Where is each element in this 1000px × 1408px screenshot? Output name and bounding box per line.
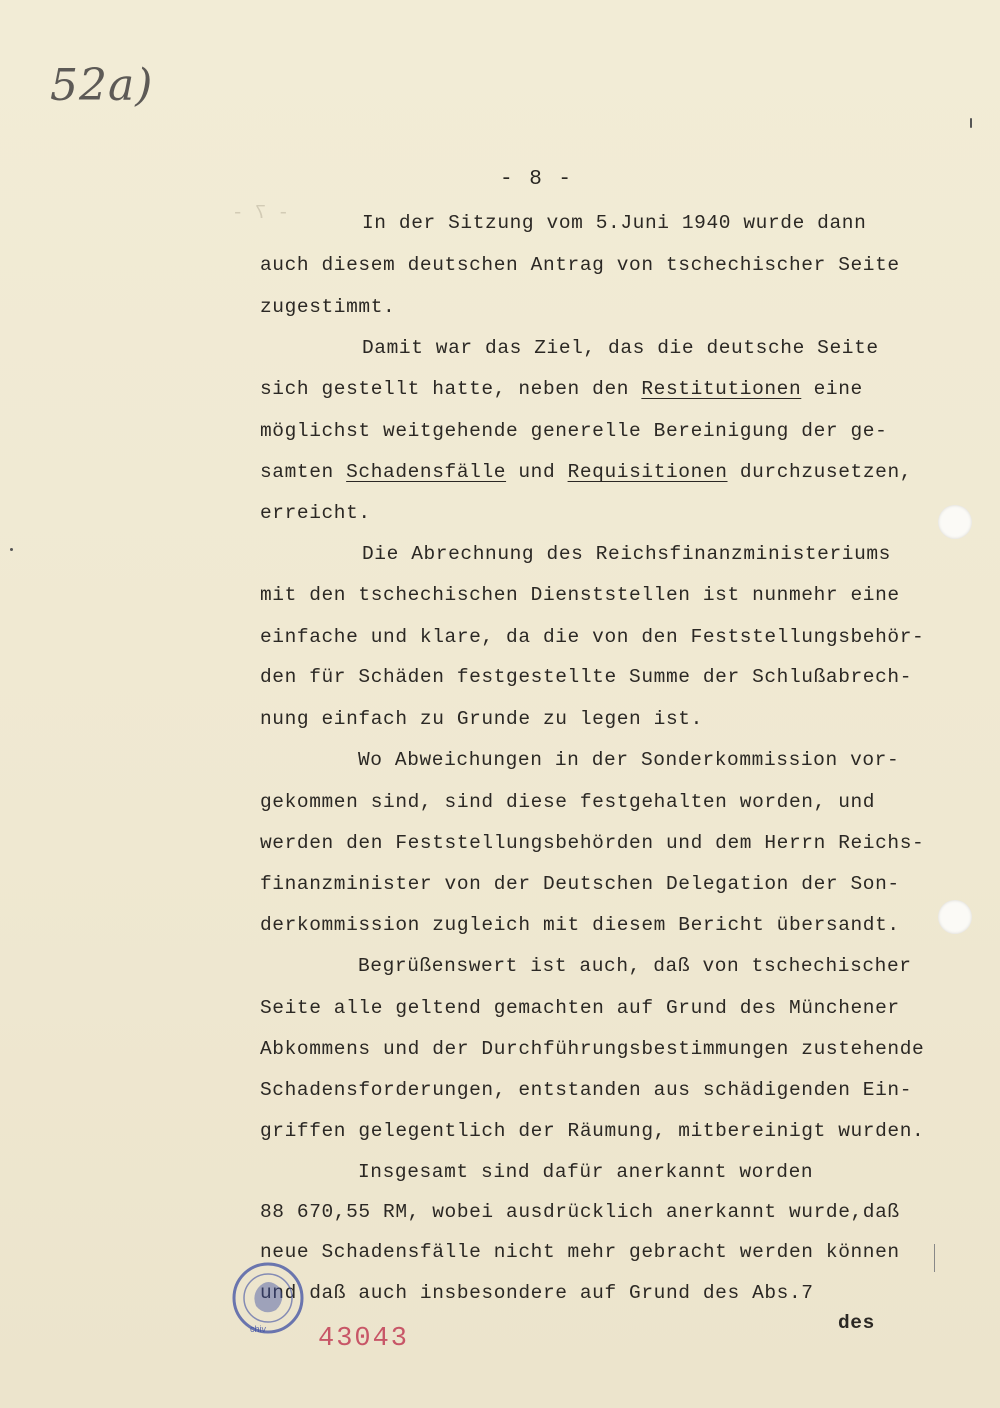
text-span: eine	[801, 378, 863, 400]
handwritten-folio-number: 52a)	[50, 60, 154, 111]
text-line: einfache und klare, da die von den Feststellungsbehör-	[260, 626, 925, 648]
text-line	[260, 461, 912, 483]
text-line: zugestimmt.	[260, 296, 396, 318]
text-line: Die Abrechnung des Reichsfinanzministeriums	[362, 543, 891, 565]
text-span: sich gestellt hatte, neben den	[260, 378, 642, 400]
underlined-term-restitutionen: Restitutionen	[641, 378, 802, 400]
paper-speck	[10, 548, 13, 551]
text-line: werden den Feststellungsbehörden und dem Herrn Reichs-	[260, 832, 925, 854]
text-span: und	[506, 461, 568, 483]
text-line: derkommission zugleich mit diesem Bericht übersandt.	[260, 914, 900, 936]
text-span: durchzusetzen,	[727, 461, 913, 483]
text-line: Seite alle geltend gemachten auf Grund des Münchener	[260, 997, 900, 1019]
page-number: - 8 -	[500, 168, 574, 191]
text-line: neue Schadensfälle nicht mehr gebracht werden können	[260, 1241, 900, 1263]
archive-number: 43043	[318, 1324, 410, 1354]
text-line: gekommen sind, sind diese festgehalten worden, und	[260, 791, 876, 813]
pencil-mark	[934, 1244, 935, 1272]
text-line: Wo Abweichungen in der Sonderkommission vor-	[358, 749, 900, 771]
text-span: samten	[260, 461, 347, 483]
text-line: nung einfach zu Grunde zu legen ist.	[260, 708, 703, 730]
text-line: finanzminister von der Deutschen Delegation der Son-	[260, 873, 900, 895]
text-line: Schadensforderungen, entstanden aus schädigenden Ein-	[260, 1079, 913, 1101]
text-line: erreicht.	[260, 502, 371, 524]
footer-catchword: des	[838, 1312, 875, 1334]
text-line: Damit war das Ziel, das die deutsche Seite	[362, 337, 879, 359]
underlined-term-schadensfaelle: Schadensfälle	[346, 461, 507, 483]
text-line	[260, 378, 863, 400]
punch-hole	[938, 505, 972, 539]
text-line: griffen gelegentlich der Räumung, mitbereinigt wurden.	[260, 1120, 925, 1142]
text-line: Begrüßenswert ist auch, daß von tschechischer	[358, 955, 912, 977]
text-line: mit den tschechischen Dienststellen ist nunmehr eine	[260, 584, 900, 606]
text-line: Abkommens und der Durchführungsbestimmungen zustehende	[260, 1038, 925, 1060]
archive-stamp-icon	[228, 1258, 308, 1338]
underlined-term-requisitionen: Requisitionen	[567, 461, 728, 483]
stamp-label: chiv	[250, 1324, 267, 1334]
paper-speck	[970, 118, 972, 128]
text-line: und daß auch insbesondere auf Grund des Abs.7	[260, 1282, 814, 1304]
text-line: auch diesem deutschen Antrag von tschechischer Seite	[260, 254, 900, 276]
text-line: In der Sitzung vom 5.Juni 1940 wurde dann	[362, 212, 867, 234]
text-line: Insgesamt sind dafür anerkannt worden	[358, 1161, 814, 1183]
text-line: möglichst weitgehende generelle Bereinigung der ge-	[260, 420, 888, 442]
punch-hole	[938, 900, 972, 934]
text-line: den für Schäden festgestellte Summe der Schlußabrech-	[260, 666, 913, 688]
bleed-through-text: - 7 -	[232, 202, 290, 224]
text-line: 88 670,55 RM, wobei ausdrücklich anerkannt wurde,daß	[260, 1201, 900, 1223]
